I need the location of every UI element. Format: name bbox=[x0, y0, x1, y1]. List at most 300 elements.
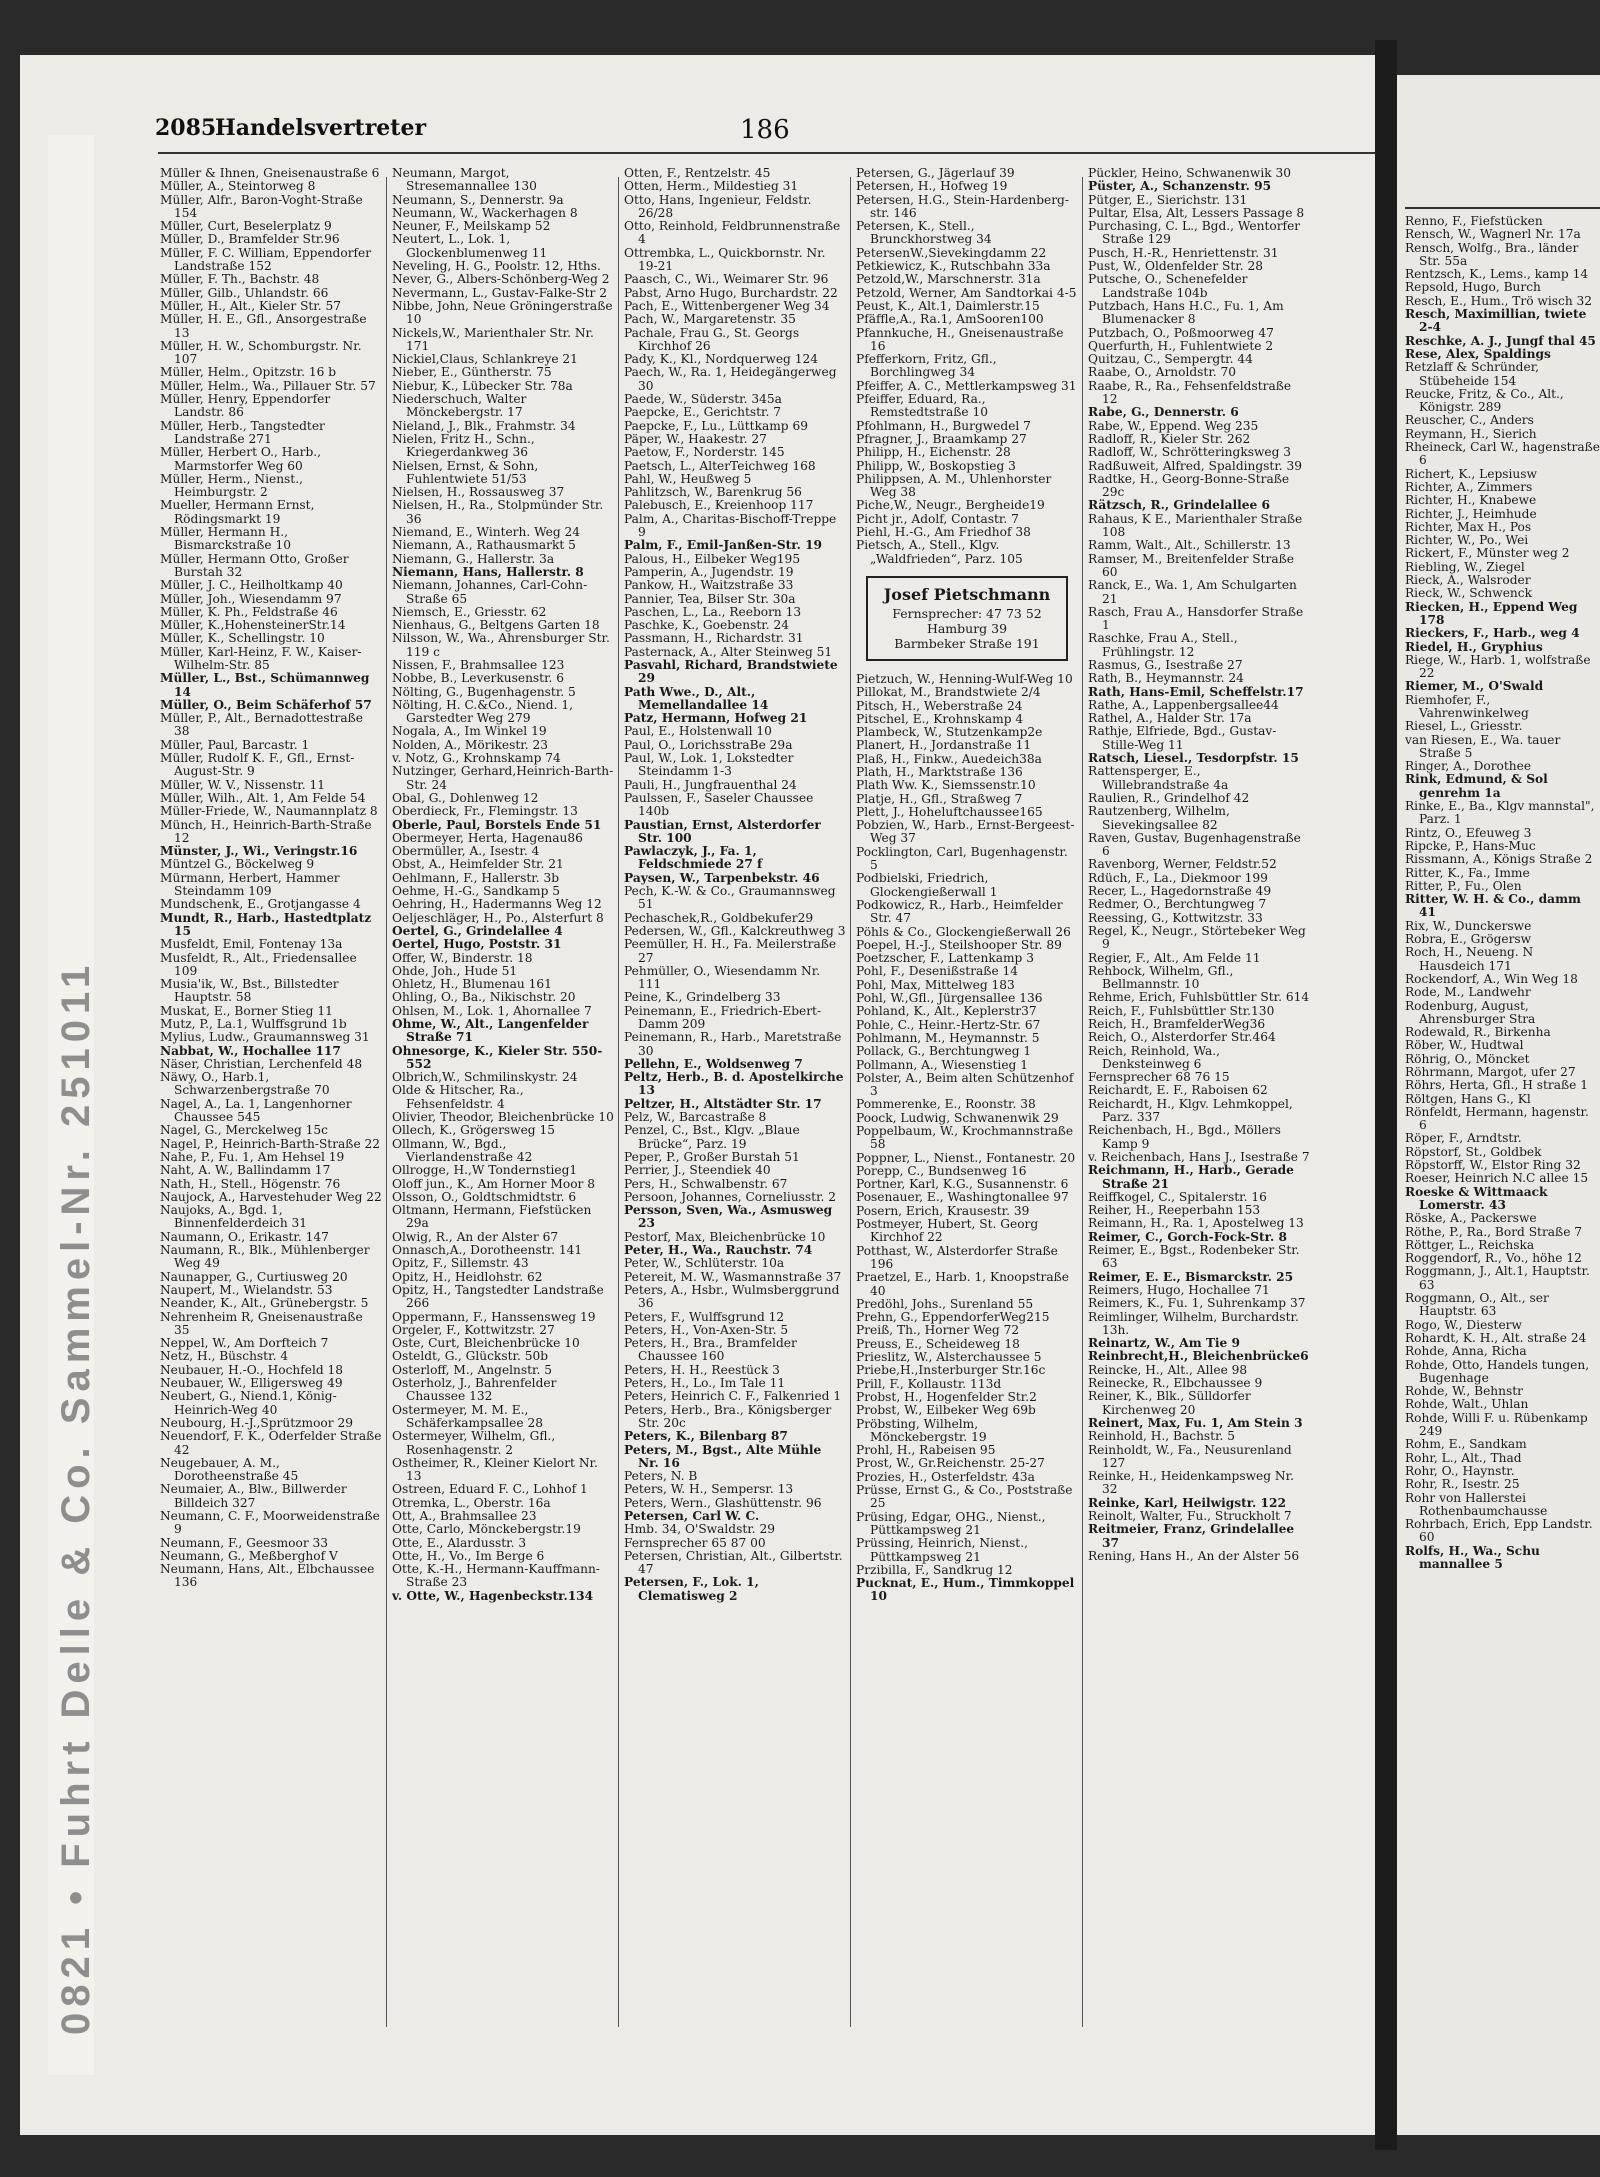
listing-entry: Pohl, W.,Gfl., Jürgensallee 136 bbox=[856, 991, 1043, 1006]
listing-entry: Neander, K., Alt., Grünebergstr. 5 bbox=[160, 1296, 369, 1311]
listing-entry: Rohr, R., Isestr. 25 bbox=[1405, 1477, 1520, 1492]
listing-entry: Reessing, G., Kottwitzstr. 33 bbox=[1088, 910, 1263, 925]
listing-entry: Müller, O., Beim Schäferhof 57 bbox=[160, 697, 372, 712]
listing-entry: Oberle, Paul, Borstels Ende 51 bbox=[392, 817, 602, 832]
listing-entry: Müller, H. W., Schomburgstr. Nr. 107 bbox=[160, 338, 362, 367]
listing-entry: Rogo, W., Diesterw bbox=[1405, 1317, 1522, 1332]
listing-entry: Oehring, H., Hadermanns Weg 12 bbox=[392, 897, 602, 912]
listing-entry: Philippsen, A. M., Uhlenhorster Weg 38 bbox=[856, 471, 1052, 500]
listing-entry: Petereit, M. W., Wasmannstraße 37 bbox=[624, 1269, 842, 1284]
ad-city: Hamburg 39 bbox=[926, 620, 1008, 636]
listing-entry: Postmeyer, Hubert, St. Georg Kirchhof 22 bbox=[856, 1217, 1039, 1245]
listing-entry: Niemann, A., Rathausmarkt 5 bbox=[392, 538, 576, 553]
listing-entry: Petzold, Werner, Am Sandtorkai 4-5 bbox=[856, 285, 1077, 300]
listing-entry: Poppelbaum, W., Krochmannstraße 58 bbox=[856, 1124, 1074, 1152]
listing-entry: Neumaier, A., Blw., Billwerder Billdeich 327 bbox=[160, 1482, 347, 1510]
listing-entry: Roggmann, O., Alt., ser Hauptstr. 63 bbox=[1405, 1291, 1549, 1319]
listing-entry: Pietsch, A., Stell., Klgv. „Waldfrieden“, Parz. 105 bbox=[856, 538, 1023, 566]
listing-entry: Musia'ik, W., Bst., Billstedter Hauptstr. 58 bbox=[160, 977, 339, 1005]
listing-entry: Ohlsen, M., Lok. 1, Ahornallee 7 bbox=[392, 1003, 592, 1018]
listing-entry: Müller, Joh., Wiesendamm 97 bbox=[160, 591, 342, 606]
listing-entry: Piehl, H.-G., Am Friedhof 38 bbox=[856, 525, 1031, 540]
listing-entry: Poepel, H.-J., Steilshooper Str. 89 bbox=[856, 937, 1062, 952]
listing-entry: Müller, Hermann Otto, Großer Burstah 32 bbox=[160, 551, 349, 579]
listing-entry: Paech, W., Ra. 1, Heidegängerweg 30 bbox=[624, 365, 837, 393]
listing-entry: Peltz, Herb., B. d. Apostelkirche 13 bbox=[624, 1070, 844, 1098]
listing-entry: Neuendorf, F. K., Oderfelder Straße 42 bbox=[160, 1429, 382, 1457]
listing-entry: Polster, A., Beim alten Schützenhof 3 bbox=[856, 1070, 1074, 1099]
listing-entry: Platje, H., Gfl., Straßweg 7 bbox=[856, 791, 1023, 806]
listing-entry: Raabe, O., Arnoldstr. 70 bbox=[1088, 365, 1237, 380]
listing-entry: Roggendorf, R., Vo., höhe 12 bbox=[1405, 1251, 1582, 1266]
listing-entry: Persoon, Johannes, Corneliusstr. 2 bbox=[624, 1189, 837, 1204]
listing-entry: Ostermeyer, Wilhelm, Gfl., Rosenhagenstr. 2 bbox=[392, 1429, 556, 1457]
listing-entry: Nagel, G., Merckelweg 15c bbox=[160, 1123, 329, 1138]
listing-entry: Netz, H., Büschstr. 4 bbox=[160, 1349, 289, 1364]
listing-entry: Pitsch, H., Weberstraße 24 bbox=[856, 698, 1023, 713]
listing-entry: Nahe, P., Fu. 1, Am Hehsel 19 bbox=[160, 1149, 345, 1164]
listing-entry: Pehmüller, O., Wiesendamm Nr. 111 bbox=[624, 963, 821, 992]
listing-entry: Fernsprecher 65 87 00 bbox=[624, 1535, 766, 1550]
listing-entry: Rieck, W., Schwenck bbox=[1405, 586, 1532, 601]
listing-entry: Reitmeier, Franz, Grindelallee 37 bbox=[1088, 1522, 1295, 1550]
listing-entry: Peemüller, H. H., Fa. Meilerstraße 27 bbox=[624, 937, 837, 965]
listing-entry: Püster, A., Schanzenstr. 95 bbox=[1088, 179, 1272, 194]
listing-entry: Müller, Alfr., Baron-Voght-Straße 154 bbox=[160, 192, 363, 220]
listing-entry: Pohl, F., Desenißstraße 14 bbox=[856, 964, 1019, 979]
listing-entry: Pahlitzsch, W., Barenkrug 56 bbox=[624, 485, 802, 500]
listing-entry: van Riesen, E., Wa. tauer Straße 5 bbox=[1405, 732, 1561, 760]
listing-entry: Rickert, F., Münster weg 2 bbox=[1405, 546, 1570, 561]
listing-entry: Piche,W., Neugr., Bergheide19 bbox=[856, 498, 1045, 513]
listing-entry: Probst, W., Eilbeker Weg 69b bbox=[856, 1403, 1036, 1418]
listing-entry: Nölting, H. C.&Co., Niend. 1, Garstedter Weg 279 bbox=[392, 697, 573, 726]
listing-entry: Pasvahl, Richard, Brandstwiete 29 bbox=[624, 657, 838, 686]
listing-entry: Reich, H., BramfelderWeg36 bbox=[1088, 1017, 1266, 1031]
listing-entry: Petersen, Carl W. C. bbox=[624, 1508, 760, 1523]
listing-entry: Redmer, O., Berchtungweg 7 bbox=[1088, 897, 1267, 912]
listing-entry: Riesel, L., Griesstr. bbox=[1405, 719, 1523, 734]
listing-entry: Reich, F., Fuhlsbüttler Str.130 bbox=[1088, 1003, 1275, 1018]
listing-entry: Rockendorf, A., Win Weg 18 bbox=[1405, 971, 1578, 986]
listing-entry: Rolfs, H., Wa., Schu mannallee 5 bbox=[1405, 1543, 1540, 1571]
listing-entry: Peter, H., Wa., Rauchstr. 74 bbox=[624, 1243, 813, 1258]
listing-entry: Müller, Herm., Nienst., Heimburgstr. 2 bbox=[160, 471, 303, 500]
listing-entry: Rehbock, Wilhelm, Gfl., Bellmannstr. 10 bbox=[1088, 963, 1234, 992]
listing-entry: Raschke, Frau A., Stell., Frühlingstr. 12 bbox=[1088, 631, 1238, 659]
listing-entry: Rieck, A., Walsroder bbox=[1405, 573, 1531, 588]
listing-entry: Neumann, W., Wackerhagen 8 bbox=[392, 205, 578, 220]
listing-entry: Philipp, H., Eichenstr. 28 bbox=[856, 445, 1011, 460]
listing-entry: Palebusch, E., Kreienhoop 117 bbox=[624, 498, 814, 513]
listing-entry: Peine, K., Grindelberg 33 bbox=[624, 990, 781, 1005]
listing-entry: Fernsprecher 68 76 15 bbox=[1088, 1070, 1230, 1085]
listing-entry: Petersen, G., Jägerlauf 39 bbox=[856, 167, 1015, 180]
listing-entry: Röltgen, Hans G., Kl bbox=[1405, 1091, 1531, 1106]
listing-entry: Otte, H., Vo., Im Berge 6 bbox=[392, 1548, 545, 1563]
listing-entry: Naujock, A., Harvestehuder Weg 22 bbox=[160, 1189, 382, 1204]
listing-entry: Mueller, Hermann Ernst, Rödingsmarkt 19 bbox=[160, 498, 315, 526]
listing-entry: Roggmann, J., Alt.1, Hauptstr. 63 bbox=[1405, 1264, 1590, 1292]
listing-entry: Reichardt, H., Klgv. Lehmkoppel, Parz. 337 bbox=[1088, 1096, 1293, 1125]
listing-entry: Röber, W., Hudtwal bbox=[1405, 1038, 1524, 1053]
listing-entry: Planert, H., Jordanstraße 11 bbox=[856, 738, 1032, 753]
listing-entry: Opitz, F., Sillemstr. 43 bbox=[392, 1256, 529, 1271]
listing-entry: Never, G., Albers-Schönberg-Weg 2 bbox=[392, 272, 610, 287]
listing-entry: Petzold,W., Marschnerstr. 31a bbox=[856, 272, 1041, 287]
listing-entry: Olsson, O., Goldtschmidtstr. 6 bbox=[392, 1189, 577, 1204]
listing-entry: Ohletz, H., Blumenau 161 bbox=[392, 977, 552, 992]
listing-entry: Ostheimer, R., Kleiner Kielort Nr. 13 bbox=[392, 1455, 598, 1484]
listing-entry: Podbielski, Friedrich, Glockengießerwall 1 bbox=[856, 871, 998, 899]
listing-entry: Müller, Henry, Eppendorfer Landstr. 86 bbox=[160, 392, 331, 420]
listing-entry: Peinemann, E., Friedrich-Ebert-Damm 209 bbox=[624, 1003, 822, 1031]
listing-entry: Rohm, E., Sandkam bbox=[1405, 1437, 1527, 1452]
listing-entry: Nickiel,Claus, Schlankreye 21 bbox=[392, 352, 578, 367]
column-2 bbox=[392, 167, 614, 2027]
listing-entry: Rohde, Walt., Uhlan bbox=[1405, 1397, 1529, 1412]
listing-entry: Pillokat, M., Brandstwiete 2/4 bbox=[856, 685, 1041, 700]
listing-entry: Peters, A., Hsbr., Wulmsberggrund 36 bbox=[624, 1282, 840, 1311]
column-6 bbox=[1405, 215, 1600, 2095]
listing-entry: Paetsch, L., AlterTeichweg 168 bbox=[624, 458, 816, 473]
listing-entry: Paschen, L., La., Reeborn 13 bbox=[624, 604, 802, 619]
listing-entry: Otte, K.-H., Hermann-Kauffmann-Straße 23 bbox=[392, 1562, 600, 1590]
listing-entry: Pobzien, W., Harb., Ernst-Bergeest-Weg 37 bbox=[856, 818, 1075, 846]
listing-entry: Roeser, Heinrich N.C allee 15 bbox=[1405, 1171, 1589, 1186]
listing-entry: Müller, Hermann H., Bismarckstraße 10 bbox=[160, 525, 291, 553]
listing-entry: Paul, O., LorichsstraBe 29a bbox=[624, 737, 793, 752]
listing-entry: Peust, K., Alt.1, Daimlerstr.15 bbox=[856, 298, 1040, 313]
listing-entry: Passmann, H., Richardstr. 31 bbox=[624, 631, 804, 646]
listing-entry: Pohlmann, M., Heymannstr. 5 bbox=[856, 1030, 1040, 1045]
listing-entry: Prüssing, Heinrich, Nienst., Püttkampsweg 21 bbox=[856, 1536, 1028, 1564]
listing-entry: Paetow, F., Norderstr. 145 bbox=[624, 445, 785, 460]
listing-entry: Pohland, K., Alt., Keplerstr37 bbox=[856, 1004, 1037, 1019]
listing-entry: Posern, Erich, Krausestr. 39 bbox=[856, 1203, 1030, 1218]
listing-entry: Müller, D., Bramfelder Str.96 bbox=[160, 232, 340, 247]
listing-entry: Renno, F., Fiefstücken bbox=[1405, 215, 1543, 228]
listing-entry: Osteldt, G., Glückstr. 50b bbox=[392, 1349, 549, 1364]
listing-entry: Otremka, L., Oberstr. 16a bbox=[392, 1495, 551, 1510]
listing-entry: Peters, H., Lo., Im Tale 11 bbox=[624, 1376, 786, 1391]
listing-entry: Prost, W., Gr.Reichenstr. 25-27 bbox=[856, 1456, 1045, 1471]
microfilm-stamp bbox=[48, 135, 98, 2075]
listing-entry: Müller, P., Alt., Bernadottestraße 38 bbox=[160, 711, 363, 739]
listing-entry: Roeske & Wittmaack Lomerstr. 43 bbox=[1405, 1184, 1548, 1212]
listing-entry: Nutzinger, Gerhard,Heinrich-Barth-Str. 24 bbox=[392, 764, 614, 792]
listing-entry: Poppner, L., Nienst., Fontanestr. 20 bbox=[856, 1150, 1076, 1165]
listing-entry: Oppermann, F., Hanssensweg 19 bbox=[392, 1309, 596, 1324]
listing-entry: Paustian, Ernst, Alsterdorfer Str. 100 bbox=[624, 817, 821, 845]
listing-entry: Reymann, H., Sierich bbox=[1405, 426, 1537, 441]
listing-entry: Rohrbach, Erich, Epp Landstr. 60 bbox=[1405, 1517, 1593, 1545]
listing-entry: Pietzuch, W., Henning-Wulf-Weg 10 bbox=[856, 671, 1073, 686]
listing-entry: Rinke, E., Ba., Klgv mannstal", Parz. 1 bbox=[1405, 799, 1595, 827]
listing-entry: Müller, Wilh., Alt. 1, Am Felde 54 bbox=[160, 790, 366, 805]
listing-entry: Rode, M., Landwehr bbox=[1405, 985, 1531, 1000]
listing-entry: Radloff, R., Kieler Str. 262 bbox=[1088, 431, 1251, 446]
listing-entry: Rohr, L., Alt., Thad bbox=[1405, 1450, 1522, 1465]
listing-entry: Pfohlmann, H., Burgwedel 7 bbox=[856, 418, 1031, 433]
listing-entry: Reiher, H., Reeperbahn 153 bbox=[1088, 1203, 1261, 1218]
listing-entry: Pach, E., Wittenbergener Weg 34 bbox=[624, 298, 830, 313]
listing-entry: Peters, K., Bilenbarg 87 bbox=[624, 1429, 788, 1444]
listing-entry: Resch, E., Hum., Trö wisch 32 bbox=[1405, 293, 1593, 308]
page-number: 186 bbox=[740, 115, 790, 145]
listing-entry: Podkowicz, R., Harb., Heimfelder Str. 47 bbox=[856, 897, 1063, 926]
listing-entry: Mürmann, Herbert, Hammer Steindamm 109 bbox=[160, 870, 340, 899]
listing-entry: Rasmus, G., Isestraße 27 bbox=[1088, 657, 1243, 672]
listing-entry: Pamperin, A., Jugendstr. 19 bbox=[624, 564, 794, 579]
listing-entry: Pusch, H.-R., Henriettenstr. 31 bbox=[1088, 245, 1279, 260]
listing-entry: Rodewald, R., Birkenha bbox=[1405, 1025, 1551, 1040]
listing-entry: Müller, H. E., Gfl., Ansorgestraße 13 bbox=[160, 312, 367, 340]
listing-entry: Preiß, Th., Horner Weg 72 bbox=[856, 1323, 1020, 1338]
listing-entry: Peters, M., Bgst., Alte Mühle Nr. 16 bbox=[624, 1442, 822, 1470]
listing-entry: Potthast, W., Alsterdorfer Straße 196 bbox=[856, 1243, 1058, 1271]
listing-entry: Portner, Karl, K.G., Susannenstr. 6 bbox=[856, 1177, 1069, 1192]
listing-entry: Praetzel, E., Harb. 1, Knoopstraße 40 bbox=[856, 1270, 1070, 1298]
advertisement-box bbox=[866, 576, 1068, 661]
listing-entry: Riedel, H., Gryphius bbox=[1405, 639, 1543, 654]
listing-entry: Pultar, Elsa, Alt, Lessers Passage 8 bbox=[1088, 205, 1305, 220]
listing-entry: Mundt, R., Harb., Hastedtplatz 15 bbox=[160, 910, 372, 938]
listing-entry: Paysen, W., Tarpenbekstr. 46 bbox=[624, 870, 820, 885]
listing-entry: Oertel, G., Grindelallee 4 bbox=[392, 923, 563, 938]
listing-entry: Pankow, H., Waitzstraße 33 bbox=[624, 578, 794, 593]
listing-entry: Obermeyer, Herta, Hagenau86 bbox=[392, 830, 583, 845]
listing-entry: Obal, G., Dohlenweg 12 bbox=[392, 790, 539, 805]
listing-entry: Nolden, A., Mörikestr. 23 bbox=[392, 737, 548, 752]
listing-entry: Müller, Rudolf K. F., Gfl., Ernst-August-Str. 9 bbox=[160, 751, 355, 779]
listing-entry: Rdüch, F., La., Diekmoor 199 bbox=[1088, 870, 1268, 885]
listing-entry: Quitzau, C., Sempergtr. 44 bbox=[1088, 352, 1253, 367]
listing-entry: Path Wwe., D., Alt., Memellandallee 14 bbox=[624, 684, 769, 712]
listing-entry: Raabe, R., Ra., Fehsenfeldstraße 12 bbox=[1088, 378, 1292, 407]
listing-entry: Oberdieck, Fr., Flemingstr. 13 bbox=[392, 804, 578, 819]
listing-entry: Nobbe, B., Leverkusenstr. 6 bbox=[392, 671, 565, 686]
listing-entry: Rese, Alex, Spaldings bbox=[1405, 346, 1551, 361]
listing-entry: Müller, Herbert O., Harb., Marmstorfer Weg 60 bbox=[160, 445, 322, 473]
listing-entry: Neumann, C. F., Moorweidenstraße 9 bbox=[160, 1508, 380, 1537]
listing-entry: Obermüller, A., Isestr. 4 bbox=[392, 844, 540, 859]
listing-entry: Otten, F., Rentzelstr. 45 bbox=[624, 167, 771, 180]
listing-entry: Ohling, O., Ba., Nikischstr. 20 bbox=[392, 990, 576, 1005]
listing-entry: Otto, Hans, Ingenieur, Feldstr. 26/28 bbox=[624, 192, 812, 220]
listing-entry: Reincke, H., Alt., Allee 98 bbox=[1088, 1362, 1248, 1377]
listing-entry: Pöhls & Co., Glockengießerwall 26 bbox=[856, 924, 1071, 939]
listing-entry: Rohardt, K. H., Alt. straße 24 bbox=[1405, 1330, 1587, 1345]
listing-entry: Rintz, O., Efeuweg 3 bbox=[1405, 825, 1532, 840]
microfilm-stamp-text: 0821 • Fuhrt Delle & Co. Sammel-Nr. 251011 bbox=[54, 959, 98, 2035]
listing-entry: Reucke, Fritz, & Co., Alt., Königstr. 289 bbox=[1405, 386, 1564, 415]
listing-entry: Nagel, A., La. 1, Langenhorner Chaussee 545 bbox=[160, 1096, 352, 1125]
listing-entry: Reiffkogel, C., Spitalerstr. 16 bbox=[1088, 1189, 1267, 1204]
listing-entry: Müller, A., Steintorweg 8 bbox=[160, 179, 316, 194]
listing-entry: Ostreen, Eduard F. C., Lohhof 1 bbox=[392, 1482, 588, 1497]
listing-entry: Prozies, H., Osterfeldstr. 43a bbox=[856, 1469, 1035, 1484]
listing-entry: Pückler, Heino, Schwanenwik 30 bbox=[1088, 167, 1292, 180]
listing-entry: Reichmann, H., Harb., Gerade Straße 21 bbox=[1088, 1163, 1294, 1191]
listing-entry: Nilsson, W., Wa., Ahrensburger Str. 119 c bbox=[392, 631, 610, 659]
listing-entry: Probst, H., Hogenfelder Str.2 bbox=[856, 1389, 1037, 1404]
listing-entry: Picht jr., Adolf, Contastr. 7 bbox=[856, 511, 1019, 526]
listing-entry: Rensch, W., Wagnerl Nr. 17a bbox=[1405, 227, 1581, 242]
listing-entry: Naunapper, G., Curtiusweg 20 bbox=[160, 1269, 348, 1284]
listing-entry: Müller, Helm., Opitzstr. 16 b bbox=[160, 365, 337, 380]
listing-entry: Röpstorff, W., Elstor Ring 32 bbox=[1405, 1158, 1581, 1173]
listing-entry: Röttger, L., Reichska bbox=[1405, 1237, 1535, 1252]
listing-entry: Raven, Gustav, Bugenhagenstraße 6 bbox=[1088, 830, 1301, 859]
listing-entry: Reuscher, C., Anders bbox=[1405, 413, 1534, 428]
listing-entry: Rathje, Elfriede, Bgd., Gustav-Stille-Weg 11 bbox=[1088, 724, 1277, 752]
listing-entry: Pechaschek,R., Goldbekufer29 bbox=[624, 910, 814, 925]
listing-entry: Peters, Heinrich C. F., Falkenried 1 bbox=[624, 1389, 842, 1404]
listing-entry: Richter, A., Zimmers bbox=[1405, 479, 1533, 494]
listing-entry: Oloff jun., K., Am Horner Moor 8 bbox=[392, 1176, 595, 1191]
listing-entry: Pannier, Tea, Bilser Str. 30a bbox=[624, 591, 796, 606]
listing-entry: Neutert, L., Lok. 1, Glockenblumenweg 11 bbox=[392, 232, 548, 260]
listing-entry: Müller, F. Th., Bachstr. 48 bbox=[160, 272, 320, 287]
listing-entry: Nogala, A., Im Winkel 19 bbox=[392, 724, 547, 739]
listing-entry: Nienhaus, G., Beltgens Garten 18 bbox=[392, 618, 600, 633]
listing-entry: Rohr, O., Haynstr. bbox=[1405, 1463, 1515, 1478]
listing-entry: Paepcke, E., Gerichtstr. 7 bbox=[624, 405, 782, 420]
listing-entry: Müller, Curt, Beselerplatz 9 bbox=[160, 219, 332, 234]
listing-entry: Müller, H., Alt., Kieler Str. 57 bbox=[160, 298, 342, 313]
listing-entry: Otte, Carlo, Mönckebergstr.19 bbox=[392, 1522, 581, 1537]
listing-entry: Neumann, Hans, Alt., Elbchaussee 136 bbox=[160, 1562, 375, 1590]
listing-entry: Reinholdt, W., Fa., Neusurenland 127 bbox=[1088, 1442, 1292, 1470]
listing-entry: Rath, B., Heymannstr. 24 bbox=[1088, 671, 1244, 686]
listing-entry: Reimer, E. E., Bismarckstr. 25 bbox=[1088, 1269, 1294, 1284]
listing-entry: Pasternack, A., Alter Steinweg 51 bbox=[624, 644, 833, 659]
listing-entry: Rath, Hans-Emil, Scheffelstr.17 bbox=[1088, 684, 1304, 699]
listing-entry: Paepcke, F., Lu., Lüttkamp 69 bbox=[624, 418, 808, 433]
listing-entry: Rönfeldt, Hermann, hagenstr. 6 bbox=[1405, 1104, 1589, 1133]
listing-entry: Pfeiffer, A. C., Mettlerkampsweg 31 bbox=[856, 378, 1077, 393]
listing-entry: Recer, L., Hagedornstraße 49 bbox=[1088, 884, 1272, 899]
listing-entry: Müller, K. Ph., Feldstraße 46 bbox=[160, 604, 338, 619]
listing-entry: Petersen, K., Stell., Brunckhorstweg 34 bbox=[856, 219, 992, 247]
listing-entry: Petersen, H., Hofweg 19 bbox=[856, 179, 1008, 194]
listing-entry: Paasch, C., Wi., Weimarer Str. 96 bbox=[624, 272, 829, 287]
listing-entry: Müller, K., Schellingstr. 10 bbox=[160, 631, 325, 646]
ad-company-name: Josef Pietschmann bbox=[883, 584, 1051, 604]
listing-entry: Ohme, W., Alt., Langenfelder Straße 71 bbox=[392, 1017, 589, 1045]
listing-entry: Naumann, R., Blk., Mühlenberger Weg 49 bbox=[160, 1243, 370, 1271]
listing-entry: Otto, Reinhold, Feldbrunnenstraße 4 bbox=[624, 219, 841, 247]
listing-entry: Rix, W., Dunckerswe bbox=[1405, 918, 1532, 933]
listing-entry: Pfäffle,A., Ra.1, AmSooren100 bbox=[856, 312, 1044, 327]
listing-entry: Ravenborg, Werner, Feldstr.52 bbox=[1088, 857, 1277, 872]
listing-entry: Röhrig, O., Möncket bbox=[1405, 1051, 1530, 1066]
listing-entry: Rathel, A., Halder Str. 17a bbox=[1088, 711, 1252, 726]
column-divider bbox=[386, 177, 387, 2027]
listing-entry: Rieckers, F., Harb., weg 4 bbox=[1405, 626, 1580, 641]
listing-entry: Niebur, K., Lübecker Str. 78a bbox=[392, 378, 573, 393]
listing-entry: Nagel, P., Heinrich-Barth-Straße 22 bbox=[160, 1136, 381, 1151]
listing-entry: Osterholz, J., Bahrenfelder Chaussee 132 bbox=[392, 1376, 557, 1404]
listing-entry: Neumann, G., Meßberghof V bbox=[160, 1548, 338, 1563]
listing-entry: Rohr von Hallerstei Rothenbaumchausse bbox=[1405, 1490, 1548, 1518]
listing-entry: Pocklington, Carl, Bugenhagenstr. 5 bbox=[856, 844, 1068, 873]
listing-entry: Peper, P., Großer Burstah 51 bbox=[624, 1149, 800, 1164]
listing-entry: Reschke, A. J., Jungf thal 45 bbox=[1405, 333, 1596, 348]
listing-entry: Müller, L., Bst., Schümannweg 14 bbox=[160, 671, 370, 699]
listing-entry: Nickels,W., Marienthaler Str. Nr. 171 bbox=[392, 325, 594, 353]
listing-entry: Mylius, Ludw., Graumannsweg 31 bbox=[160, 1030, 370, 1045]
listing-entry: v. Reichenbach, Hans J., Isestraße 7 bbox=[1088, 1149, 1310, 1164]
listing-entry: Niemann, Hans, Hallerstr. 8 bbox=[392, 564, 584, 579]
listing-entry: Ollech, K., Grögersweg 15 bbox=[392, 1123, 555, 1138]
listing-entry: Rahaus, K E., Marienthaler Straße 108 bbox=[1088, 511, 1303, 540]
listing-entry: Regel, K., Neugr., Störtebeker Weg 9 bbox=[1088, 923, 1306, 952]
listing-entry: Ramm, Walt., Alt., Schillerstr. 13 bbox=[1088, 538, 1291, 553]
listing-entry: Olivier, Theodor, Bleichenbrücke 10 bbox=[392, 1110, 614, 1125]
listing-entry: Neumann, S., Dennerstr. 9a bbox=[392, 192, 564, 207]
listing-entry: Nibbe, John, Neue Gröningerstraße 10 bbox=[392, 298, 613, 327]
listing-entry: Müller & Ihnen, Gneisenaustraße 6 bbox=[160, 167, 380, 180]
listing-entry: Hmb. 34, O'Swaldstr. 29 bbox=[624, 1522, 775, 1537]
listing-entry: Rohde, Otto, Handels tungen, Bugenhage bbox=[1405, 1357, 1590, 1385]
listing-entry: Nissen, F., Brahmsallee 123 bbox=[392, 657, 565, 672]
listing-entry: Pfragner, J., Braamkamp 27 bbox=[856, 431, 1027, 446]
listing-entry: Neubauer, W., Elligersweg 49 bbox=[160, 1376, 343, 1391]
listing-entry: Rehme, Erich, Fuhlsbüttler Str. 614 bbox=[1088, 990, 1310, 1005]
listing-entry: Reinolt, Walter, Fu., Struckholt 7 bbox=[1088, 1508, 1292, 1523]
section-number: 2085 bbox=[155, 115, 217, 141]
listing-entry: Rodenburg, August, Ahrensburger Stra bbox=[1405, 998, 1536, 1026]
listing-entry: Rening, Hans H., An der Alster 56 bbox=[1088, 1548, 1300, 1563]
listing-entry: Penzel, C., Bst., Klgv. „Blaue Brücke“, Parz. 19 bbox=[624, 1123, 800, 1151]
listing-entry: Nielen, Fritz H., Schn., Kriegerdankweg 36 bbox=[392, 431, 535, 460]
listing-entry: Reimers, K., Fu. 1, Suhrenkamp 37 bbox=[1088, 1296, 1306, 1311]
listing-entry: Przibilla, F., Sandkrug 12 bbox=[856, 1562, 1013, 1577]
listing-entry: Pommerenke, E., Roonstr. 38 bbox=[856, 1097, 1036, 1112]
listing-entry: Riecken, H., Eppend Weg 178 bbox=[1405, 599, 1578, 627]
listing-entry: Pauli, H., Jungfrauenthal 24 bbox=[624, 777, 797, 792]
listing-entry: Naumann, O., Erikastr. 147 bbox=[160, 1229, 329, 1244]
listing-entry: Müller, Karl-Heinz, F. W., Kaiser-Wilhelm-Str. 85 bbox=[160, 644, 362, 672]
listing-entry: Rohde, Anna, Richa bbox=[1405, 1344, 1527, 1359]
listing-entry: Petersen, Christian, Alt., Gilbertstr. 47 bbox=[624, 1548, 843, 1577]
listing-entry: Peters, H. H., Reestück 3 bbox=[624, 1362, 780, 1377]
listing-entry: Müller, W. V., Nissenstr. 11 bbox=[160, 777, 326, 792]
listing-entry: Nölting, G., Bugenhagenstr. 5 bbox=[392, 684, 576, 699]
listing-entry: Niederschuch, Walter Mönckebergstr. 17 bbox=[392, 392, 527, 420]
listing-entry: Ott, A., Brahmsallee 23 bbox=[392, 1508, 537, 1523]
listing-entry: Reinecke, R., Elbchaussee 9 bbox=[1088, 1376, 1263, 1391]
listing-entry: Riemhofer, F., Vahrenwinkelweg bbox=[1405, 692, 1529, 720]
listing-entry: Purchasing, C. L., Bgd., Wentorfer Straße 129 bbox=[1088, 219, 1301, 247]
listing-entry: Obst, A., Heimfelder Str. 21 bbox=[392, 857, 564, 872]
listing-entry: Rasch, Frau A., Hansdorfer Straße 1 bbox=[1088, 604, 1304, 633]
listing-entry: Plambeck, W., Stutzenkamp2e bbox=[856, 725, 1043, 740]
listing-entry: Prüsing, Edgar, OHG., Nienst., Püttkampsweg 21 bbox=[856, 1509, 1046, 1537]
listing-entry: Prehn, G., EppendorferWeg215 bbox=[856, 1310, 1050, 1325]
listing-entry: Nabbat, W., Hochallee 117 bbox=[160, 1043, 341, 1058]
listing-entry: Neuner, F., Meilskamp 52 bbox=[392, 219, 551, 234]
header-rule bbox=[158, 152, 1375, 154]
ad-street: Barmbeker Straße 191 bbox=[894, 635, 1040, 651]
listing-entry: Naht, A. W., Ballindamm 17 bbox=[160, 1163, 331, 1178]
listing-entry: Repsold, Hugo, Burch bbox=[1405, 280, 1541, 295]
listing-entry: Näser, Christian, Lerchenfeld 48 bbox=[160, 1056, 363, 1071]
column-divider bbox=[1082, 177, 1083, 2027]
listing-entry: Putzbach, Hans H.C., Fu. 1, Am Blumenacker 8 bbox=[1088, 298, 1284, 327]
